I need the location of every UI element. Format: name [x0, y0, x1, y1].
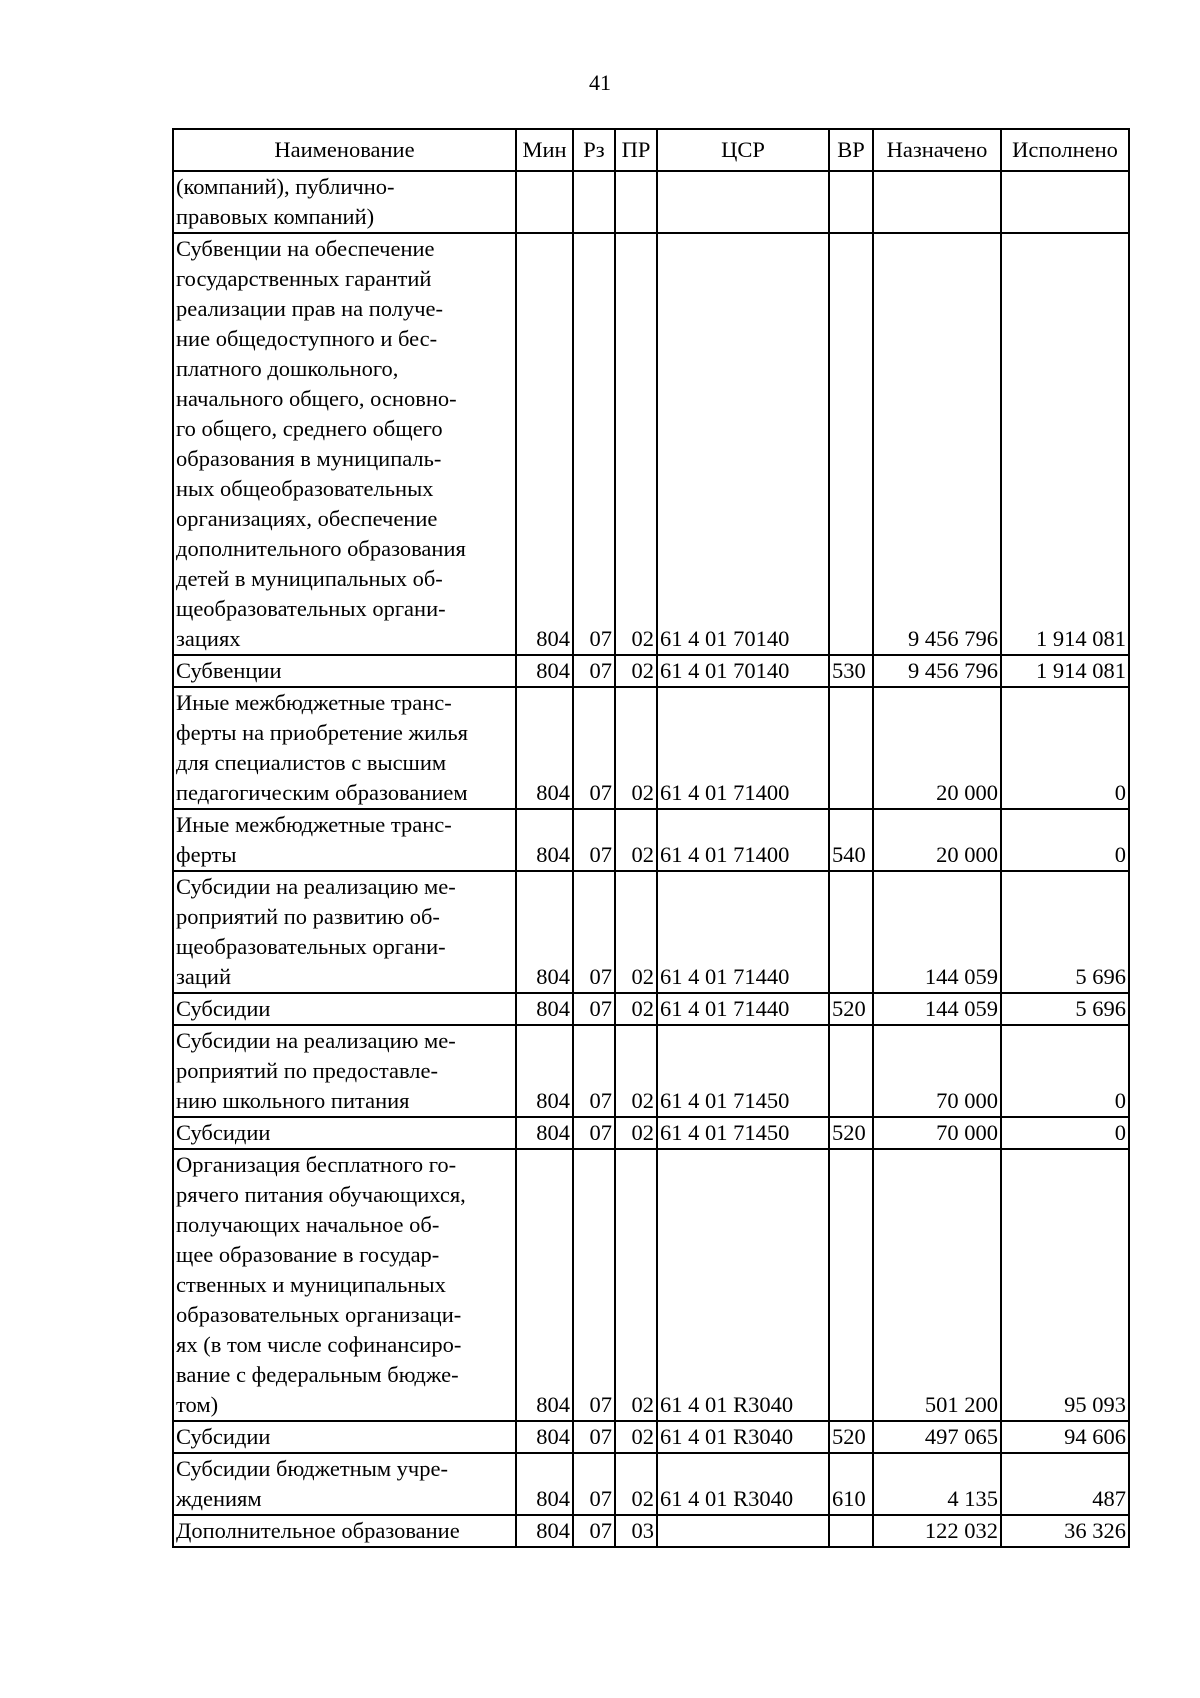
table-row [173, 809, 1129, 871]
name-line: рячего питания обучающихся, [176, 1182, 466, 1207]
cell-vr [829, 871, 873, 993]
cell-min: 804 [516, 1421, 573, 1453]
cell-min [516, 171, 573, 233]
name-line: ях (в том числе софинансиро- [176, 1332, 462, 1357]
name-line: вание с федеральным бюдже- [176, 1362, 459, 1387]
cell-name [173, 1453, 516, 1515]
name-line: щее образование в государ- [176, 1242, 440, 1267]
cell-assigned: 122 032 [873, 1515, 1001, 1547]
cell-pr [615, 171, 657, 233]
name-line: правовых компаний) [176, 204, 375, 229]
cell-name [173, 1025, 516, 1117]
cell-name [173, 1515, 516, 1547]
cell-min: 804 [516, 655, 573, 687]
cell-assigned [873, 171, 1001, 233]
cell-csr [657, 1515, 829, 1547]
cell-rz: 07 [573, 1025, 615, 1117]
name-line: щеобразовательных органи- [176, 934, 446, 959]
cell-rz: 07 [573, 1149, 615, 1421]
cell-rz: 07 [573, 1453, 615, 1515]
name-line: для специалистов с высшим [176, 750, 447, 775]
name-line: реализации прав на получе- [176, 296, 444, 321]
cell-rz: 07 [573, 1515, 615, 1547]
cell-assigned: 70 000 [873, 1117, 1001, 1149]
name-line: ных общеобразовательных [176, 476, 434, 501]
cell-rz: 07 [573, 809, 615, 871]
name-line: образовательных организаци- [176, 1302, 462, 1327]
name-line: роприятий по развитию об- [176, 904, 440, 929]
name-line: начального общего, основно- [176, 386, 457, 411]
name-line: нию школьного питания [176, 1088, 410, 1113]
cell-name [173, 1117, 516, 1149]
table-row [173, 1421, 1129, 1453]
cell-vr: 540 [829, 809, 873, 871]
cell-min: 804 [516, 1515, 573, 1547]
name-line: зациях [176, 626, 241, 651]
cell-vr: 520 [829, 1421, 873, 1453]
name-line: ферты [176, 842, 237, 867]
cell-pr: 02 [615, 1149, 657, 1421]
cell-assigned: 144 059 [873, 871, 1001, 993]
cell-pr: 02 [615, 993, 657, 1025]
header-pr: ПР [615, 129, 657, 171]
cell-vr: 530 [829, 655, 873, 687]
table-row [173, 687, 1129, 809]
cell-executed: 95 093 [1001, 1149, 1129, 1421]
cell-csr: 61 4 01 71400 [657, 687, 829, 809]
cell-name [173, 1421, 516, 1453]
cell-min: 804 [516, 233, 573, 655]
cell-vr [829, 687, 873, 809]
cell-assigned: 9 456 796 [873, 233, 1001, 655]
cell-csr: 61 4 01 71440 [657, 993, 829, 1025]
table-row [173, 1149, 1129, 1421]
cell-min: 804 [516, 1453, 573, 1515]
table-header-row [173, 129, 1129, 171]
cell-rz: 07 [573, 871, 615, 993]
cell-min: 804 [516, 809, 573, 871]
cell-csr: 61 4 01 R3040 [657, 1421, 829, 1453]
cell-rz: 07 [573, 655, 615, 687]
name-line: Субсидии бюджетным учре- [176, 1456, 448, 1481]
name-line: детей в муниципальных об- [176, 566, 443, 591]
cell-assigned: 20 000 [873, 687, 1001, 809]
cell-pr: 02 [615, 1117, 657, 1149]
table-row [173, 1453, 1129, 1515]
cell-pr: 03 [615, 1515, 657, 1547]
cell-executed [1001, 171, 1129, 233]
name-line: педагогическим образованием [176, 780, 468, 805]
budget-table [172, 128, 1130, 1548]
name-line: ние общедоступного и бес- [176, 326, 438, 351]
name-line: том) [176, 1392, 219, 1417]
cell-pr: 02 [615, 687, 657, 809]
header-csr: ЦСР [657, 129, 829, 171]
cell-pr: 02 [615, 1453, 657, 1515]
cell-vr: 520 [829, 993, 873, 1025]
header-vr: ВР [829, 129, 873, 171]
cell-executed: 1 914 081 [1001, 655, 1129, 687]
cell-csr: 61 4 01 R3040 [657, 1149, 829, 1421]
cell-assigned: 4 135 [873, 1453, 1001, 1515]
cell-executed: 1 914 081 [1001, 233, 1129, 655]
name-line: (компаний), публично- [176, 174, 395, 199]
name-line: получающих начальное об- [176, 1212, 440, 1237]
name-line: Субсидии на реализацию ме- [176, 1028, 456, 1053]
cell-assigned: 497 065 [873, 1421, 1001, 1453]
cell-csr: 61 4 01 71400 [657, 809, 829, 871]
table-body [173, 171, 1129, 1547]
cell-csr [657, 171, 829, 233]
header-rz: Рз [573, 129, 615, 171]
cell-rz: 07 [573, 233, 615, 655]
table-row [173, 655, 1129, 687]
cell-name [173, 687, 516, 809]
cell-pr: 02 [615, 1421, 657, 1453]
cell-min: 804 [516, 687, 573, 809]
page-number: 41 [589, 70, 611, 95]
cell-min: 804 [516, 993, 573, 1025]
cell-executed: 0 [1001, 1025, 1129, 1117]
cell-vr: 520 [829, 1117, 873, 1149]
name-line: дополнительного образования [176, 536, 466, 561]
cell-executed: 36 326 [1001, 1515, 1129, 1547]
table-row [173, 171, 1129, 233]
cell-executed: 0 [1001, 809, 1129, 871]
name-line: Субсидии [176, 996, 271, 1021]
cell-vr [829, 233, 873, 655]
cell-pr: 02 [615, 233, 657, 655]
name-line: организациях, обеспечение [176, 506, 438, 531]
header-executed: Исполнено [1001, 129, 1129, 171]
table-row [173, 993, 1129, 1025]
cell-pr: 02 [615, 871, 657, 993]
cell-rz: 07 [573, 1117, 615, 1149]
cell-rz: 07 [573, 687, 615, 809]
cell-vr: 610 [829, 1453, 873, 1515]
cell-rz: 07 [573, 1421, 615, 1453]
cell-csr: 61 4 01 70140 [657, 655, 829, 687]
name-line: ферты на приобретение жилья [176, 720, 468, 745]
table-row [173, 1515, 1129, 1547]
cell-csr: 61 4 01 71450 [657, 1025, 829, 1117]
name-line: Субвенции [176, 658, 282, 683]
name-line: щеобразовательных органи- [176, 596, 446, 621]
name-line: Субсидии [176, 1424, 271, 1449]
cell-name [173, 871, 516, 993]
name-line: ственных и муниципальных [176, 1272, 446, 1297]
header-assigned: Назначено [873, 129, 1001, 171]
table-row [173, 233, 1129, 655]
table-row [173, 1117, 1129, 1149]
name-line: заций [176, 964, 231, 989]
cell-executed: 0 [1001, 1117, 1129, 1149]
cell-csr: 61 4 01 71440 [657, 871, 829, 993]
name-line: Субвенции на обеспечение [176, 236, 435, 261]
header-name: Наименование [173, 129, 516, 171]
cell-assigned: 501 200 [873, 1149, 1001, 1421]
name-line: Организация бесплатного го- [176, 1152, 457, 1177]
cell-min: 804 [516, 1025, 573, 1117]
cell-executed: 5 696 [1001, 993, 1129, 1025]
cell-assigned: 70 000 [873, 1025, 1001, 1117]
cell-assigned: 20 000 [873, 809, 1001, 871]
header-min: Мин [516, 129, 573, 171]
cell-csr: 61 4 01 70140 [657, 233, 829, 655]
cell-executed: 94 606 [1001, 1421, 1129, 1453]
name-line: Субсидии [176, 1120, 271, 1145]
table-row [173, 871, 1129, 993]
name-line: ждениям [176, 1486, 262, 1511]
cell-assigned: 144 059 [873, 993, 1001, 1025]
cell-min: 804 [516, 871, 573, 993]
cell-vr [829, 1025, 873, 1117]
name-line: Субсидии на реализацию ме- [176, 874, 456, 899]
cell-pr: 02 [615, 655, 657, 687]
cell-rz: 07 [573, 993, 615, 1025]
name-line: образования в муниципаль- [176, 446, 442, 471]
cell-name [173, 233, 516, 655]
cell-pr: 02 [615, 1025, 657, 1117]
cell-executed: 5 696 [1001, 871, 1129, 993]
cell-min: 804 [516, 1117, 573, 1149]
cell-vr [829, 1149, 873, 1421]
cell-assigned: 9 456 796 [873, 655, 1001, 687]
cell-name [173, 171, 516, 233]
cell-name [173, 1149, 516, 1421]
cell-csr: 61 4 01 71450 [657, 1117, 829, 1149]
cell-csr: 61 4 01 R3040 [657, 1453, 829, 1515]
cell-vr [829, 171, 873, 233]
cell-rz [573, 171, 615, 233]
cell-name [173, 809, 516, 871]
cell-name [173, 655, 516, 687]
name-line: Иные межбюджетные транс- [176, 690, 452, 715]
cell-vr [829, 1515, 873, 1547]
table-row [173, 1025, 1129, 1117]
cell-pr: 02 [615, 809, 657, 871]
cell-min: 804 [516, 1149, 573, 1421]
cell-name [173, 993, 516, 1025]
name-line: платного дошкольного, [176, 356, 399, 381]
name-line: Иные межбюджетные транс- [176, 812, 452, 837]
name-line: го общего, среднего общего [176, 416, 443, 441]
cell-executed: 0 [1001, 687, 1129, 809]
name-line: роприятий по предоставле- [176, 1058, 438, 1083]
cell-executed: 487 [1001, 1453, 1129, 1515]
name-line: Дополнительное образование [176, 1518, 460, 1543]
name-line: государственных гарантий [176, 266, 432, 291]
